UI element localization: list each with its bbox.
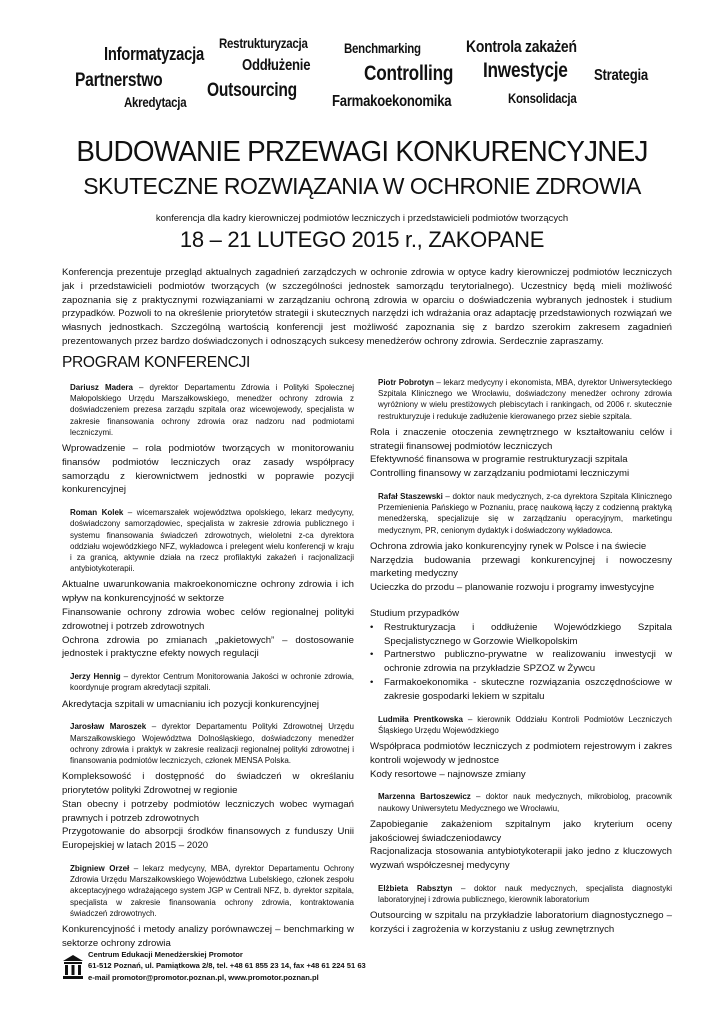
keyword: Strategia [594,67,648,84]
speaker-bio: Piotr Pobrotyn – lekarz medycyny i ekonomista, MBA, dyrektor Uniwersyteckiego Szpitala Klinicznego we Wrocławiu, doświadczony menedżer ochrony zdrowia wyróżniony w wielu prestiżowych plebiscytach i rankingach, od 2006 r. skutecznie restrukturyzuje i redukuje zadłużenie kierowanego przez siebie szpitala. [378,378,673,421]
subtitle: SKUTECZNE ROZWIĄZANIA W OCHRONIE ZDROWIA [83,173,641,199]
keyword: Oddłużenie [242,57,311,74]
program-item: Współpraca podmiotów leczniczych z podmiotem rejestrowym i zakres kontroli wojewody w jednostce [370,740,672,766]
program-item: Kompleksowość i dostępność do świadczeń w określaniu priorytetów polityki Zdrowotnej w regionie [62,771,354,797]
program-item: Ochrona zdrowia po zmianach „pakietowych” – dostosowanie jednostek i praktyczne efekty nowych regulacji [62,634,354,660]
bullet-icon: • [370,621,374,633]
keyword: Restrukturyzacja [219,35,308,51]
intro-paragraph: Konferencja prezentuje przegląd aktualnych zagadnień zarządczych w ochronie zdrowia w optyce kadry kierowniczej podmiotów leczniczych jak i przedstawicieli podmiotów tworzących (w szczególności jednostek samorządu terytorialnego). Uczestnicy będą mieli możliwość zapoznania się z praktycznymi rozwiązaniami w zarządzaniu ochroną zdrowia w oparciu o doświadczenia wybranych jednostek i studium przypadków. Pozwoli to na określenie priorytetów strategii i skutecznych narzędzi ich wdrażania oraz adaptację przedstawionych rozwiązań we własnych jednostkach. Szczególną wartością konferencji jest możliwość zapoznania się z bardzo szerokim zakresem zagadnień prezentowanych przez bardzo doświadczonych i odnoszących sukcesy menedżerów ochrony zdrowia. Serdecznie zapraszamy. [62,267,672,347]
case-study-bullet: • Farmakoekonomika - skuteczne rozwiązania oszczędnościowe w zakresie gospodarki lekiem w szpitalu [370,676,672,702]
keyword: Kontrola zakażeń [466,37,577,56]
audience-line: konferencja dla kadry kierowniczej podmiotów leczniczych i przedstawicieli podmiotów tworzących [155,213,569,224]
case-study-bullet: • Restrukturyzacja i oddłużenie Wojewódzkiego Szpitala Specjalistycznego w Gorzowie Wielkopolskim [370,621,672,647]
case-study-heading: Studium przypadków [370,608,460,619]
footer-address: 61-512 Poznań, ul. Pamiątkowa 2/8, tel. +48 61 855 23 14, fax +48 61 224 51 63 [88,961,366,971]
program-item: Przygotowanie do absorpcji środków finansowych z funduszy Unii Europejskiej w latach 2015 – 2020 [62,826,354,852]
footer [62,946,462,988]
program-item: Ucieczka do przodu – planowanie rozwoju i programy inwestycyjne [370,582,655,594]
program-item: Racjonalizacja stosowania antybiotykoterapii jako jedno z kluczowych wyzwań współczesnej medycyny [370,846,672,872]
program-item: Kody resortowe – najnowsze zmiany [370,768,526,780]
keyword: Benchmarking [344,40,421,56]
footer-org: Centrum Edukacji Menedżerskiej Promotor [88,950,243,959]
bullet-icon: • [370,649,374,661]
program-item: Controlling finansowy w zarządzaniu podmiotami leczniczymi [370,468,630,480]
program-item: Rola i znaczenie otoczenia zewnętrznego w kształtowaniu celów i strategii finansowej podmiotów leczniczych [370,426,672,452]
keyword: Partnerstwo [75,70,163,91]
keyword: Informatyzacja [104,44,204,64]
program-item: Aktualne uwarunkowania makroekonomiczne ochrony zdrowia i ich wpływ na konkurencyjność w sektorze [62,579,354,605]
speaker-name: Piotr Pobrotyn [378,378,434,387]
speaker-bio: Dariusz Madera – dyrektor Departamentu Zdrowia i Polityki Społecznej Małopolskiego Urzędu Marszałkowskiego, menedżer ochrony zdrowia z doświadczeniem prezesa zarządu szpitala oraz wicewojewody, specjalista w zakresie finansowania ochrony zdrowia oraz nadzoru nad podmiotami leczniczymi. [70,383,354,437]
speaker-bio: Zbigniew Orzeł – lekarz medycyny, MBA, dyrektor Departamentu Ochrony Zdrowia Urzędu Marszałkowskiego Województwa Lubelskiego, członek zespołu akceptacyjnego wdrażającego system JGP w Centrali NFZ, b. dyrektor szpitala, specjalista w zakresie finansowania ochrony zdrowia, kontraktowania świadczeń zdrowotnych. [70,864,354,918]
keyword: Konsolidacja [508,90,577,106]
footer-contact[interactable]: e-mail promotor@promotor.poznan.pl, www.promotor.poznan.pl [88,972,319,982]
speaker-bio: Elżbieta Rabsztyn – doktor nauk medycznych, specjalista diagnostyki laboratoryjnej i zdrowia publicznego, kierownik laboratorium [378,883,672,905]
program-item: Outsourcing w szpitalu na przykładzie laboratorium diagnostycznego – korzyści i zagrożenia w korzystaniu z usług zewnętrznych [370,910,672,936]
speaker-name: Jarosław Maroszek [70,722,147,732]
program-column-right [370,373,672,937]
program-item: Konkurencyjność i metody analizy porównawczej – benchmarking w sektorze ochrony zdrowia [62,924,354,949]
speaker-name: Rafał Staszewski [378,492,443,501]
speaker-bio: Marzenna Bartoszewicz – doktor nauk medycznych, mikrobiolog, pracownik naukowy Uniwersytetu Medycznego we Wrocławiu, [378,792,672,813]
program-item: Wprowadzenie – rola podmiotów tworzących w monitorowaniu finansów podmiotów leczniczych oraz zasady współpracy samorządu z kierownictwem jednostki w poprawie pozycji konkurencyjnej [62,443,354,496]
case-study-bullet: • Partnerstwo publiczno-prywatne w realizowaniu inwestycji w ochronie zdrowia na przykładzie SPZOZ w Żywcu [370,649,672,675]
speaker-name: Roman Kolek [70,508,124,518]
program-item: Zapobieganie zakażeniom szpitalnym jako kryterium oceny jakościowej świadczeniodawcy [370,818,672,844]
main-title: BUDOWANIE PRZEWAGI KONKURENCYJNEJ [76,136,648,168]
program-item: Finansowanie ochrony zdrowia wobec celów regionalnej polityki zdrowotnej i potrzeb zdrowotnych [62,607,354,632]
keyword-cloud [0,0,724,120]
keyword: Farmakoekonomika [332,93,452,110]
program-item: Akredytacja szpitali w umacnianiu ich pozycji konkurencyjnej [62,698,320,710]
program-item: Stan obecny i potrzeby podmiotów leczniczych wobec wymagań prawnych i potrzeb zdrowotnych [62,798,354,824]
program-item: Efektywność finansowa w programie restrukturyzacji szpitala [370,454,628,466]
keyword: Akredytacja [124,94,187,110]
date-place: 18 – 21 LUTEGO 2015 r., ZAKOPANE [179,227,545,252]
program-heading: PROGRAM KONFERENCJI [62,354,251,371]
speaker-name: Zbigniew Orzeł [70,864,130,873]
keyword: Inwestycje [483,59,568,82]
building-columns-icon [62,954,84,980]
keyword: Controlling [364,62,454,85]
footer-text [88,949,366,983]
speaker-bio: Roman Kolek – wicemarszałek województwa opolskiego, lekarz medycyny, doświadczony samorządowiec, specjalista w zakresie zdrowia publicznego i systemu finansowania świadczeń zdrowotnych, wieloletni z-ca dyrektora oddziału wojewódzkiego NFZ, wykładowca i prelegent wielu konferencji w kraju i za granicą, aktywnie działa na rzecz profilaktyki zakażeń i racjonalizacji antybiotykoterapii. [70,508,354,574]
program-column-left [62,378,354,951]
speaker-name: Jerzy Hennig [70,672,121,682]
program-item: Narzędzia budowania przewagi konkurencyjnej i nowoczesny marketing medyczny [370,554,672,580]
speaker-bio: Ludmiła Prentkowska – kierownik Oddziału Kontroli Podmiotów Leczniczych Śląskiego Urzędu Wojewódzkiego [378,714,672,735]
speaker-bio: Jarosław Maroszek – dyrektor Departamentu Polityki Zdrowotnej Urzędu Marszałkowskiego Województwa Dolnośląskiego, doświadczony menedżer ochrony zdrowia i praktyk w zakresie realizacji regionalnej polityki zdrowotnej i finansowania podmiotów leczniczych, członek MENSA Polska. [70,722,354,766]
speaker-name: Dariusz Madera [70,383,133,392]
speaker-bio: Rafał Staszewski – doktor nauk medycznych, z-ca dyrektora Szpitala Klinicznego Przemienienia Pańskiego w Poznaniu, pracę naukową łączy z codzienną praktyką menedżerską, specjalizuje się w zarządzaniu operacyjnym, marketingu medycznym, PR, cenionym dydaktyk i doświadczony wykładowca. [378,492,672,535]
speaker-name: Marzenna Bartoszewicz [378,792,471,802]
speaker-name: Ludmiła Prentkowska [378,714,463,724]
bullet-icon: • [370,676,374,688]
speaker-name: Elżbieta Rabsztyn [378,883,453,893]
program-item: Ochrona zdrowia jako konkurencyjny rynek w Polsce i na świecie [370,540,647,552]
keyword: Outsourcing [207,80,297,101]
speaker-bio: Jerzy Hennig – dyrektor Centrum Monitorowania Jakości w ochronie zdrowia, koordynuje program akredytacji szpitali. [70,672,354,693]
